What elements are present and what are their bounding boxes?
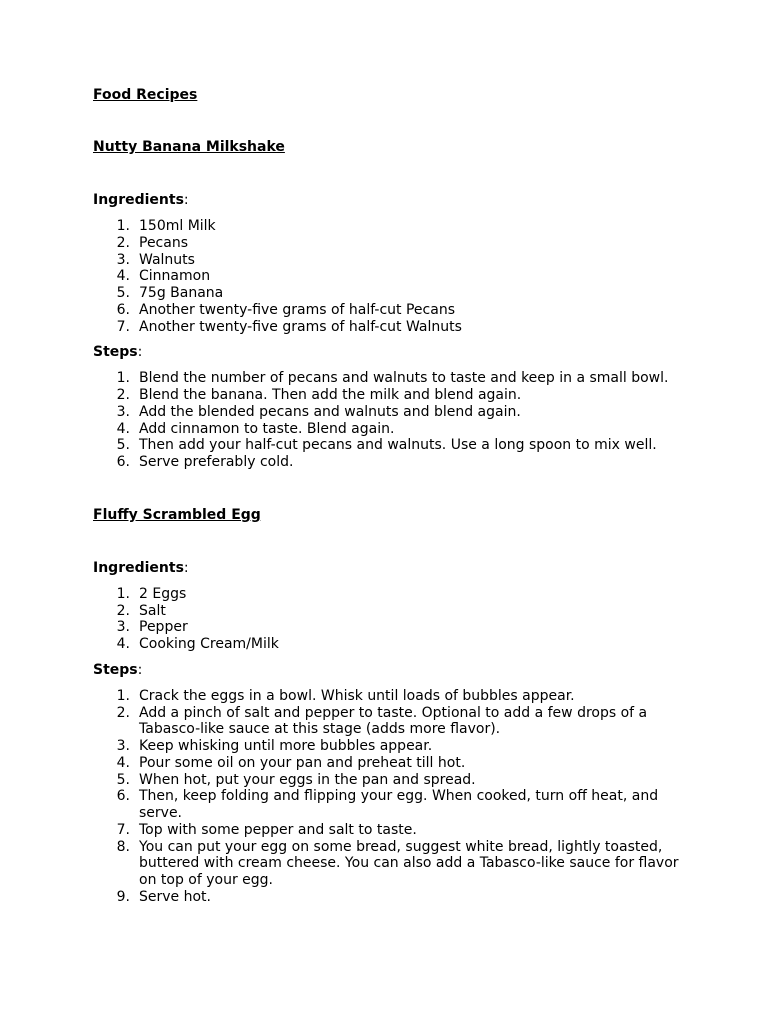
list-item: 2. Salt <box>116 602 166 619</box>
list-item: 7. Another twenty-five grams of half-cut Walnuts <box>116 318 462 335</box>
list-item: 5. Then add your half-cut pecans and walnuts. Use a long spoon to mix well. <box>116 437 657 454</box>
ingredients-list <box>93 218 683 335</box>
list-item: 2. Pecans <box>116 234 188 251</box>
document-title: Food Recipes <box>93 87 198 103</box>
list-item: 5. 75g Banana <box>116 285 224 301</box>
list-item: 9. Serve hot. <box>116 888 211 905</box>
ingredients-heading: Ingredients: <box>93 192 189 208</box>
list-item: 4. Add cinnamon to taste. Blend again. <box>116 420 395 437</box>
list-item: 8. You can put your egg on some bread, suggest white bread, lightly toasted, buttered with cream cheese. You can also add a Tabasco-like sauce for flavor on top of your egg. <box>116 838 679 888</box>
list-item: 1. 150ml Milk <box>116 218 216 234</box>
list-item: 5. When hot, put your eggs in the pan and spread. <box>116 771 476 788</box>
ingredients-heading: Ingredients: <box>93 559 189 576</box>
steps-list <box>93 688 683 906</box>
document <box>93 87 683 906</box>
list-item: 3. Add the blended pecans and walnuts and blend again. <box>116 403 521 420</box>
recipe <box>93 507 683 906</box>
list-item: 3. Pepper <box>116 619 188 636</box>
list-item: 3. Walnuts <box>116 251 195 268</box>
list-item: 1. 2 Eggs <box>116 585 187 602</box>
list-item: 2. Add a pinch of salt and pepper to taste. Optional to add a few drops of a Tabasco-like sauce at this stage (adds more flavor). <box>116 704 648 738</box>
list-item: 3. Keep whisking until more bubbles appear. <box>116 738 433 754</box>
steps-heading: Steps: <box>93 661 143 678</box>
list-item: 7. Top with some pepper and salt to taste. <box>116 821 417 838</box>
list-item: 4. Cinnamon <box>116 268 211 285</box>
list-item: 6. Then, keep folding and flipping your egg. When cooked, turn off heat, and serve. <box>116 788 659 821</box>
ingredients-list <box>93 586 683 653</box>
steps-heading: Steps: <box>93 344 143 361</box>
list-item: 6. Another twenty-five grams of half-cut Pecans <box>116 301 455 318</box>
list-item: 6. Serve preferably cold. <box>116 454 294 470</box>
recipe-title: Nutty Banana Milkshake <box>93 139 285 155</box>
recipe <box>93 139 683 471</box>
list-item: 4. Pour some oil on your pan and preheat till hot. <box>116 754 466 771</box>
list-item: 4. Cooking Cream/Milk <box>116 636 279 652</box>
recipe-title: Fluffy Scrambled Egg <box>93 506 261 523</box>
list-item: 1. Blend the number of pecans and walnuts to taste and keep in a small bowl. <box>116 370 669 387</box>
list-item: 1. Crack the eggs in a bowl. Whisk until loads of bubbles appear. <box>116 687 575 704</box>
list-item: 2. Blend the banana. Then add the milk and blend again. <box>116 387 522 403</box>
steps-list <box>93 370 683 471</box>
